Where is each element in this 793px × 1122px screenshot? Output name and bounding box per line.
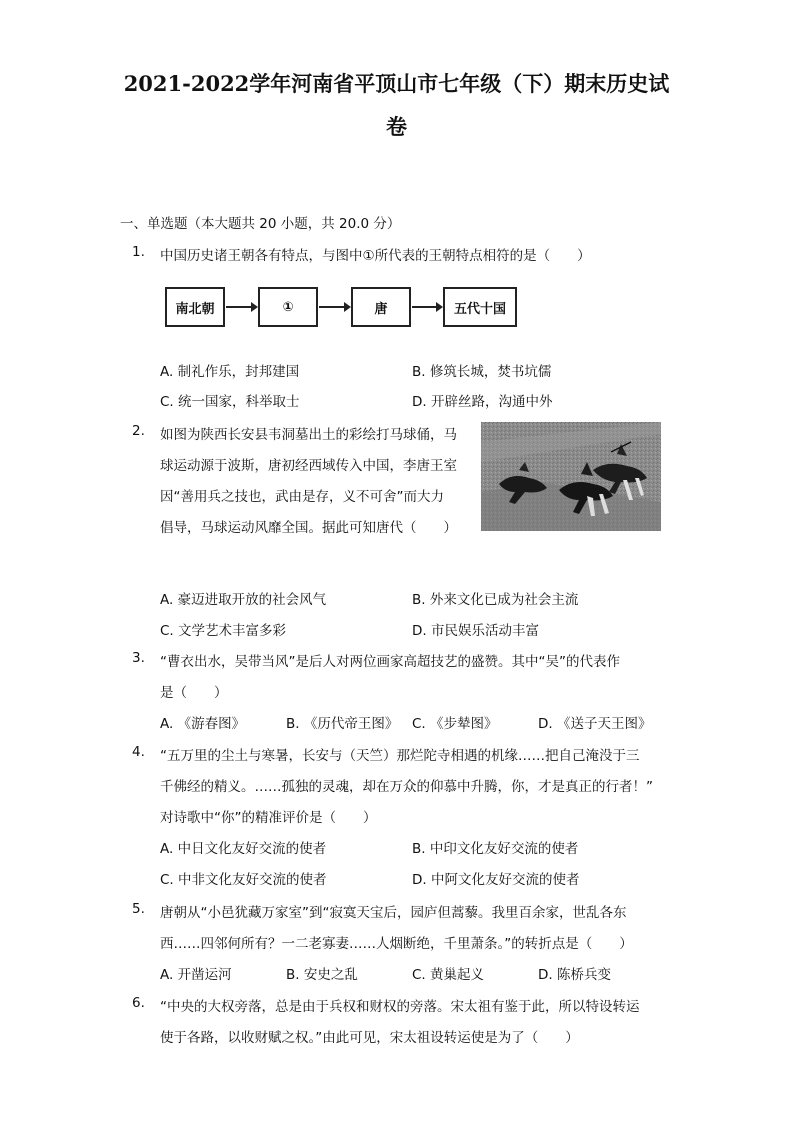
question-1-option-d[interactable]: D. 开辟丝路，沟通中外 [412, 394, 553, 410]
question-2-option-b[interactable]: B. 外来文化已成为社会主流 [412, 592, 579, 608]
question-4-stem-line: 对诗歌中“你”的精准评价是（ ） [160, 810, 377, 826]
diagram-arrow [226, 306, 256, 308]
section-heading: 一、单选题（本大题共 20 小题，共 20.0 分） [120, 216, 401, 232]
question-3-option-b[interactable]: B. 《历代帝王图》 [286, 716, 399, 732]
question-2-stem-line: 如图为陕西长安县韦洞墓出土的彩绘打马球俑，马 [160, 427, 457, 443]
question-5-option-b[interactable]: B. 安史之乱 [286, 967, 358, 983]
question-3-number: 3. [132, 650, 145, 666]
polo-figurine-illustration [481, 422, 661, 531]
question-2-stem-line: 因“善用兵之技也，武由是存，义不可舍”而大力 [160, 489, 444, 505]
question-3-stem-line: 是（ ） [160, 685, 228, 701]
question-5-option-a[interactable]: A. 开凿运河 [160, 967, 232, 983]
question-4-option-c[interactable]: C. 中非文化友好交流的使者 [160, 872, 327, 888]
question-6-stem-line: “中央的大权旁落，总是由于兵权和财权的旁落。宋太祖有鉴于此，所以特设转运 [160, 999, 640, 1015]
page-title-line-1: 2021-2022学年河南省平顶山市七年级（下）期末历史试 [123, 71, 670, 96]
question-3-option-a[interactable]: A. 《游春图》 [160, 716, 246, 732]
diagram-arrow [319, 306, 349, 308]
diagram-box-1: ① [258, 287, 318, 327]
question-4-option-d[interactable]: D. 中阿文化友好交流的使者 [412, 872, 580, 888]
question-6-stem-line: 使于各路，以收财赋之权。”由此可见，宋太祖设转运使是为了（ ） [160, 1030, 579, 1046]
question-6-number: 6. [132, 995, 145, 1011]
question-4-option-b[interactable]: B. 中印文化友好交流的使者 [412, 841, 579, 857]
question-2-number: 2. [132, 423, 145, 439]
question-1-option-b[interactable]: B. 修筑长城，焚书坑儒 [412, 364, 552, 380]
question-2-option-d[interactable]: D. 市民娱乐活动丰富 [412, 623, 539, 639]
question-4-number: 4. [132, 744, 145, 760]
polo-figurine-photo [481, 422, 661, 531]
question-2-stem-line: 球运动源于波斯，唐初经西域传入中国，李唐王室 [160, 458, 457, 474]
diagram-box-nanbeichao: 南北朝 [165, 287, 225, 327]
question-3-stem-line: “曹衣出水，吴带当风”是后人对两位画家高超技艺的盛赞。其中“吴”的代表作 [160, 654, 620, 670]
question-5-option-c[interactable]: C. 黄巢起义 [412, 967, 485, 983]
diagram-box-wudai: 五代十国 [443, 287, 517, 327]
question-4-stem-line: 千佛经的精义。……孤独的灵魂，却在万众的仰慕中升腾，你，才是真正的行者！” [160, 779, 653, 795]
diagram-box-tang: 唐 [351, 287, 411, 327]
question-1-option-a[interactable]: A. 制礼作乐，封邦建国 [160, 364, 300, 380]
question-5-stem-line: 唐朝从“小邑犹藏万家室”到“寂寞天宝后，园庐但蒿藜。我里百余家，世乱各东 [160, 905, 627, 921]
question-4-stem-line: “五万里的尘土与寒暑，长安与（天竺）那烂陀寺相遇的机缘……把自己淹没于三 [160, 748, 640, 764]
question-5-number: 5. [132, 901, 145, 917]
question-3-option-c[interactable]: C. 《步辇图》 [412, 716, 498, 732]
question-2-option-c[interactable]: C. 文学艺术丰富多彩 [160, 623, 287, 639]
question-5-option-d[interactable]: D. 陈桥兵变 [538, 967, 611, 983]
question-4-option-a[interactable]: A. 中日文化友好交流的使者 [160, 841, 327, 857]
question-1-number: 1. [132, 244, 145, 260]
question-1-option-c[interactable]: C. 统一国家，科举取士 [160, 394, 300, 410]
question-3-option-d[interactable]: D. 《送子天王图》 [538, 716, 652, 732]
page-title-line-2: 卷 [386, 114, 407, 139]
question-1-stem: 中国历史诸王朝各有特点，与图中①所代表的王朝特点相符的是（ ） [160, 248, 591, 264]
question-2-option-a[interactable]: A. 豪迈进取开放的社会风气 [160, 592, 327, 608]
question-2-stem-line: 倡导，马球运动风靡全国。据此可知唐代（ ） [160, 520, 457, 536]
diagram-arrow [412, 306, 441, 308]
question-5-stem-line: 西……四邻何所有？一二老寡妻……人烟断绝，千里萧条。”的转折点是（ ） [160, 936, 633, 952]
